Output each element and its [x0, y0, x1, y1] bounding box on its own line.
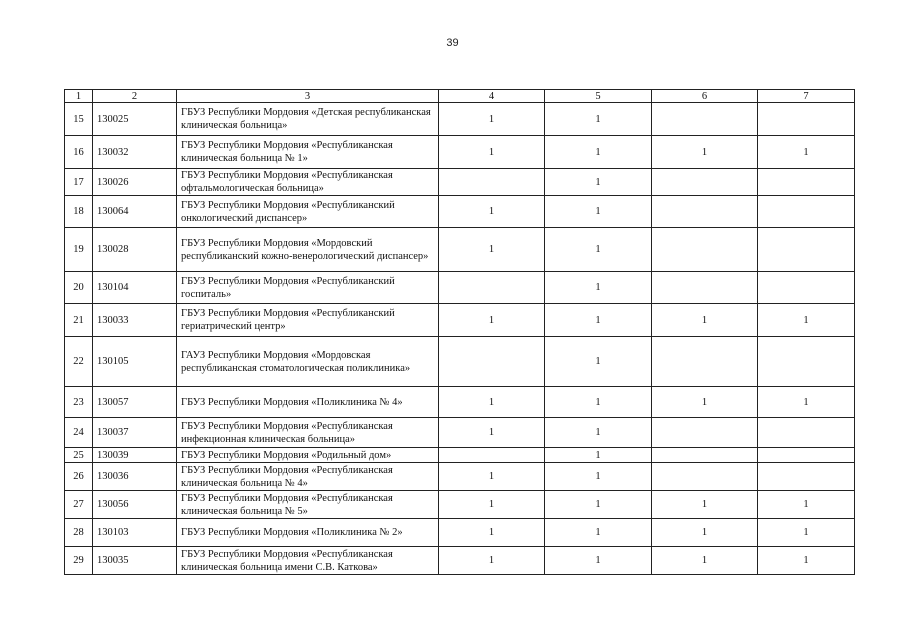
organization-name-cell: ГБУЗ Республики Мордовия «Республиканский гериатрический центр» — [177, 304, 439, 337]
column-5-cell: 1 — [545, 196, 652, 228]
code-cell: 130025 — [93, 103, 177, 136]
column-4-cell: 1 — [439, 103, 545, 136]
column-header: 7 — [758, 90, 855, 103]
column-5-cell: 1 — [545, 169, 652, 196]
column-7-cell — [758, 103, 855, 136]
organization-name-cell: ГАУЗ Республики Мордовия «Мордовская республиканская стоматологическая поликлиника» — [177, 337, 439, 387]
table-row — [65, 519, 855, 547]
column-7-cell: 1 — [758, 136, 855, 169]
column-5-cell: 1 — [545, 136, 652, 169]
column-6-cell — [652, 169, 758, 196]
column-5-cell: 1 — [545, 304, 652, 337]
row-number-cell: 15 — [65, 103, 93, 136]
column-7-cell — [758, 228, 855, 272]
table-row — [65, 228, 855, 272]
column-4-cell: 1 — [439, 491, 545, 519]
table-body — [65, 103, 855, 575]
row-number-cell: 25 — [65, 448, 93, 463]
column-6-cell: 1 — [652, 519, 758, 547]
row-number-cell: 18 — [65, 196, 93, 228]
column-5-cell: 1 — [545, 228, 652, 272]
code-cell: 130103 — [93, 519, 177, 547]
code-cell: 130035 — [93, 547, 177, 575]
column-header: 4 — [439, 90, 545, 103]
column-4-cell — [439, 169, 545, 196]
column-7-cell: 1 — [758, 387, 855, 418]
organization-name-cell: ГБУЗ Республики Мордовия «Поликлиника № 4» — [177, 387, 439, 418]
organization-name-cell: ГБУЗ Республики Мордовия «Республиканский госпиталь» — [177, 272, 439, 304]
table-row — [65, 491, 855, 519]
column-5-cell: 1 — [545, 491, 652, 519]
column-5-cell: 1 — [545, 418, 652, 448]
column-4-cell: 1 — [439, 547, 545, 575]
column-7-cell: 1 — [758, 304, 855, 337]
table-row — [65, 272, 855, 304]
column-4-cell: 1 — [439, 387, 545, 418]
code-cell: 130057 — [93, 387, 177, 418]
column-5-cell: 1 — [545, 337, 652, 387]
table-row — [65, 196, 855, 228]
code-cell: 130056 — [93, 491, 177, 519]
column-5-cell: 1 — [545, 103, 652, 136]
column-header: 5 — [545, 90, 652, 103]
header-row — [65, 90, 855, 103]
page-number: 39 — [446, 37, 459, 49]
column-4-cell — [439, 448, 545, 463]
row-number-cell: 28 — [65, 519, 93, 547]
column-7-cell — [758, 448, 855, 463]
column-5-cell: 1 — [545, 272, 652, 304]
row-number-cell: 19 — [65, 228, 93, 272]
organization-name-cell: ГБУЗ Республики Мордовия «Мордовский республиканский кожно-венерологический диспансер» — [177, 228, 439, 272]
column-4-cell: 1 — [439, 228, 545, 272]
column-6-cell — [652, 337, 758, 387]
organization-name-cell: ГБУЗ Республики Мордовия «Республиканская инфекционная клиническая больница» — [177, 418, 439, 448]
row-number-cell: 22 — [65, 337, 93, 387]
organization-name-cell: ГБУЗ Республики Мордовия «Республиканский онкологический диспансер» — [177, 196, 439, 228]
table-row — [65, 463, 855, 491]
column-6-cell: 1 — [652, 547, 758, 575]
table-row — [65, 387, 855, 418]
code-cell: 130105 — [93, 337, 177, 387]
column-7-cell: 1 — [758, 547, 855, 575]
table-row — [65, 103, 855, 136]
table-row — [65, 136, 855, 169]
code-cell: 130036 — [93, 463, 177, 491]
code-cell: 130064 — [93, 196, 177, 228]
column-6-cell — [652, 448, 758, 463]
row-number-cell: 17 — [65, 169, 93, 196]
column-5-cell: 1 — [545, 387, 652, 418]
organization-name-cell: ГБУЗ Республики Мордовия «Поликлиника № 2» — [177, 519, 439, 547]
row-number-cell: 29 — [65, 547, 93, 575]
organization-name-cell: ГБУЗ Республики Мордовия «Родильный дом» — [177, 448, 439, 463]
column-7-cell — [758, 272, 855, 304]
code-cell: 130028 — [93, 228, 177, 272]
column-4-cell: 1 — [439, 418, 545, 448]
row-number-cell: 16 — [65, 136, 93, 169]
column-6-cell — [652, 418, 758, 448]
code-cell: 130039 — [93, 448, 177, 463]
column-4-cell: 1 — [439, 304, 545, 337]
code-cell: 130026 — [93, 169, 177, 196]
column-header: 3 — [177, 90, 439, 103]
column-7-cell: 1 — [758, 491, 855, 519]
organization-name-cell: ГБУЗ Республики Мордовия «Республиканская офтальмологическая больница» — [177, 169, 439, 196]
table-row — [65, 337, 855, 387]
column-header: 6 — [652, 90, 758, 103]
column-4-cell: 1 — [439, 136, 545, 169]
row-number-cell: 26 — [65, 463, 93, 491]
column-5-cell: 1 — [545, 519, 652, 547]
code-cell: 130033 — [93, 304, 177, 337]
row-number-cell: 27 — [65, 491, 93, 519]
column-6-cell — [652, 228, 758, 272]
column-5-cell: 1 — [545, 448, 652, 463]
registry-table — [64, 89, 855, 575]
organization-name-cell: ГБУЗ Республики Мордовия «Республиканская клиническая больница № 4» — [177, 463, 439, 491]
column-4-cell — [439, 337, 545, 387]
organization-name-cell: ГБУЗ Республики Мордовия «Республиканская клиническая больница имени С.В. Каткова» — [177, 547, 439, 575]
code-cell: 130037 — [93, 418, 177, 448]
column-5-cell: 1 — [545, 463, 652, 491]
row-number-cell: 21 — [65, 304, 93, 337]
column-4-cell — [439, 272, 545, 304]
table-row — [65, 547, 855, 575]
organization-name-cell: ГБУЗ Республики Мордовия «Республиканская клиническая больница № 5» — [177, 491, 439, 519]
table-row — [65, 304, 855, 337]
code-cell: 130104 — [93, 272, 177, 304]
column-header: 1 — [65, 90, 93, 103]
column-6-cell — [652, 103, 758, 136]
column-7-cell — [758, 196, 855, 228]
row-number-cell: 24 — [65, 418, 93, 448]
column-7-cell — [758, 337, 855, 387]
column-7-cell: 1 — [758, 519, 855, 547]
column-6-cell: 1 — [652, 304, 758, 337]
row-number-cell: 23 — [65, 387, 93, 418]
column-6-cell — [652, 463, 758, 491]
column-6-cell — [652, 272, 758, 304]
column-5-cell: 1 — [545, 547, 652, 575]
column-4-cell: 1 — [439, 463, 545, 491]
code-cell: 130032 — [93, 136, 177, 169]
column-6-cell — [652, 196, 758, 228]
column-6-cell: 1 — [652, 136, 758, 169]
table-row — [65, 448, 855, 463]
column-6-cell: 1 — [652, 491, 758, 519]
column-7-cell — [758, 418, 855, 448]
organization-name-cell: ГБУЗ Республики Мордовия «Республиканская клиническая больница № 1» — [177, 136, 439, 169]
column-4-cell: 1 — [439, 196, 545, 228]
column-7-cell — [758, 169, 855, 196]
column-header: 2 — [93, 90, 177, 103]
table-row — [65, 169, 855, 196]
organization-name-cell: ГБУЗ Республики Мордовия «Детская республиканская клиническая больница» — [177, 103, 439, 136]
column-7-cell — [758, 463, 855, 491]
table-row — [65, 418, 855, 448]
column-6-cell: 1 — [652, 387, 758, 418]
column-4-cell: 1 — [439, 519, 545, 547]
row-number-cell: 20 — [65, 272, 93, 304]
